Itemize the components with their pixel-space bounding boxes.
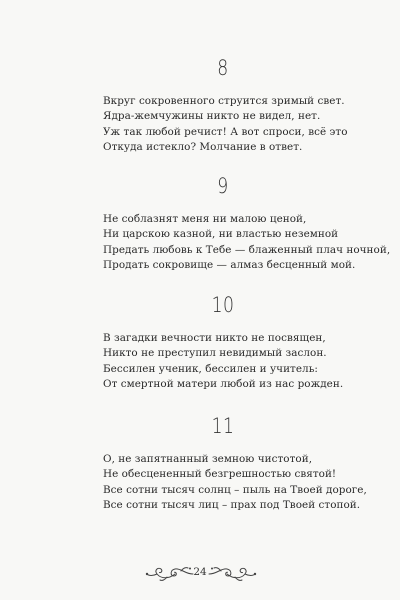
verse-line: О, не запятнанный земною чистотой,	[103, 453, 313, 465]
verse-line: Вкруг сокровенного струится зримый свет.	[103, 95, 345, 107]
verse-line: Все сотни тысяч лиц – прах под Твоей стопой.	[103, 498, 361, 511]
verse-line: Никто не преступил невидимый заслон.	[103, 347, 327, 360]
stanza-number-text: 10	[211, 293, 235, 317]
stanza-number	[103, 56, 343, 80]
verse-line: Ядра-жемчужины никто не видел, нет.	[103, 110, 321, 123]
page-footer	[0, 560, 400, 588]
verse-line: Все сотни тысяч солнц – пыль на Твоей дороге,	[103, 483, 367, 496]
stanza-number	[103, 174, 343, 198]
verse-line: Бессилен ученик, бессилен и учитель:	[103, 362, 318, 375]
stanza-number-text: 9	[217, 174, 229, 198]
page-number: 24	[193, 566, 207, 578]
verse-line: Откуда истекло? Молчание в ответ.	[103, 140, 303, 153]
stanza-number-text: 8	[217, 56, 229, 80]
stanza-lines	[103, 212, 390, 273]
stanza-lines	[103, 94, 348, 155]
verse-line: Не обесцененный безгрешностью святой!	[103, 468, 337, 481]
verse-line: Ни царскою казной, ни властью неземной	[103, 228, 339, 241]
stanza-lines	[103, 452, 367, 513]
verse-line: Предать любовь к Тебе — блаженный плач ночной,	[103, 243, 391, 256]
verse-line: Продать сокровище — алмаз бесценный мой.	[103, 258, 356, 271]
stanza-number-text: 11	[211, 414, 235, 438]
verse-line: Уж так любой речист! А вот спроси, всё это	[103, 125, 348, 138]
right-flourish-icon	[207, 564, 257, 584]
stanza-number	[103, 293, 343, 317]
verse-line: Не соблазнят меня ни малою ценой,	[103, 213, 307, 225]
verse-line: В загадки вечности никто не посвящен,	[103, 332, 326, 344]
verse-line: От смертной матери любой из нас рожден.	[103, 377, 344, 390]
stanza-number	[103, 414, 343, 438]
stanza-lines	[103, 331, 343, 392]
